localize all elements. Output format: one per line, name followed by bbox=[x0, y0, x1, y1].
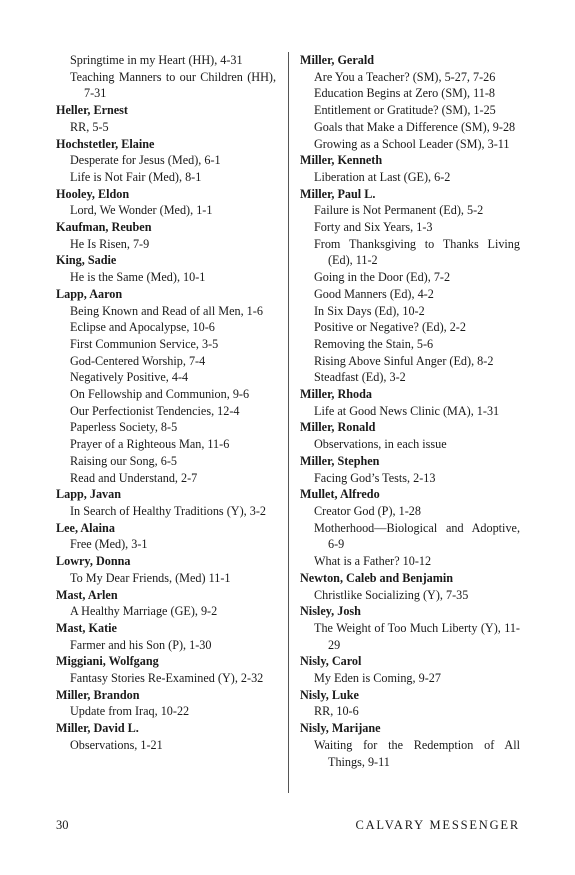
index-entry: Good Manners (Ed), 4-2 bbox=[314, 286, 434, 301]
index-author: Miller, Rhoda bbox=[300, 387, 372, 402]
index-entry: Observations, 1-21 bbox=[70, 737, 163, 752]
index-author: Miller, Ronald bbox=[300, 420, 376, 435]
index-entry: Farmer and his Son (P), 1-30 bbox=[70, 637, 212, 652]
index-entry: Paperless Society, 8-5 bbox=[70, 420, 178, 435]
index-author: Nisly, Carol bbox=[300, 654, 362, 669]
index-author: Miller, Paul L. bbox=[300, 186, 376, 201]
index-author: Lapp, Javan bbox=[56, 487, 122, 502]
index-entry: Life is Not Fair (Med), 8-1 bbox=[70, 169, 202, 184]
index-entry: My Eden is Coming, 9-27 bbox=[314, 671, 441, 686]
page-number: 30 bbox=[56, 818, 69, 832]
publication-name: CALVARY MESSENGER bbox=[355, 818, 520, 832]
index-author: Newton, Caleb and Benjamin bbox=[300, 570, 454, 585]
index-author: Miller, David L. bbox=[56, 721, 139, 736]
index-entry: Education Begins at Zero (SM), 11-8 bbox=[314, 86, 495, 101]
index-entry: Liberation at Last (GE), 6-2 bbox=[314, 169, 451, 184]
index-entry: On Fellowship and Communion, 9-6 bbox=[70, 387, 250, 402]
index-author: Lee, Alaina bbox=[56, 520, 115, 535]
index-entry: Life at Good News Clinic (MA), 1-31 bbox=[314, 403, 500, 418]
index-author: Hochstetler, Elaine bbox=[56, 136, 155, 151]
index-entry: Our Perfectionist Tendencies, 12-4 bbox=[70, 403, 240, 418]
index-entry: Desperate for Jesus (Med), 6-1 bbox=[70, 153, 221, 168]
index-entry: Facing God’s Tests, 2-13 bbox=[314, 470, 436, 485]
index-entry: Creator God (P), 1-28 bbox=[314, 503, 421, 518]
index-entry: RR, 5-5 bbox=[70, 119, 109, 134]
index-entry: Entitlement or Gratitude? (SM), 1-25 bbox=[314, 103, 496, 118]
index-entry: Observations, in each issue bbox=[314, 437, 447, 452]
index-author: Hooley, Eldon bbox=[56, 186, 130, 201]
index-entry: He Is Risen, 7-9 bbox=[70, 236, 150, 251]
index-entry: The Weight of Too Much Liberty (Y), 11-29 bbox=[314, 620, 520, 652]
index-author: Nisley, Josh bbox=[300, 604, 361, 619]
index-entry: Free (Med), 3-1 bbox=[70, 537, 148, 552]
index-entry: Update from Iraq, 10-22 bbox=[70, 704, 190, 719]
index-author: Lowry, Donna bbox=[56, 554, 131, 569]
index-author: Nisly, Marijane bbox=[300, 721, 381, 736]
index-entry: Failure is Not Permanent (Ed), 5-2 bbox=[314, 203, 484, 218]
index-author: Mullet, Alfredo bbox=[300, 487, 380, 502]
index-entry: Are You a Teacher? (SM), 5-27, 7-26 bbox=[314, 69, 496, 84]
index-author: Mast, Arlen bbox=[56, 587, 118, 602]
index-entry: Negatively Positive, 4-4 bbox=[70, 370, 189, 385]
index-entry: Rising Above Sinful Anger (Ed), 8-2 bbox=[314, 353, 494, 368]
index-entry: To My Dear Friends, (Med) 11-1 bbox=[70, 570, 231, 585]
index-entry: In Search of Healthy Traditions (Y), 3-2 bbox=[70, 503, 266, 518]
index-entry: Waiting for the Redemption of All Things, 9-11 bbox=[314, 737, 520, 769]
index-entry: First Communion Service, 3-5 bbox=[70, 336, 219, 351]
index-entry: Goals that Make a Difference (SM), 9-28 bbox=[314, 119, 516, 134]
index-author: King, Sadie bbox=[56, 253, 117, 268]
index-entry: RR, 10-6 bbox=[314, 704, 359, 719]
index-entry: What is a Father? 10-12 bbox=[314, 554, 432, 569]
index-entry: Positive or Negative? (Ed), 2-2 bbox=[314, 320, 466, 335]
index-author: Miggiani, Wolfgang bbox=[56, 654, 159, 669]
index-entry: From Thanksgiving to Thanks Living (Ed), 11-2 bbox=[314, 236, 520, 268]
index-author: Miller, Brandon bbox=[56, 687, 140, 702]
index-entry: In Six Days (Ed), 10-2 bbox=[314, 303, 425, 318]
index-entry: Eclipse and Apocalypse, 10-6 bbox=[70, 320, 215, 335]
index-entry: Prayer of a Righteous Man, 11-6 bbox=[70, 437, 230, 452]
index-entry: Springtime in my Heart (HH), 4-31 bbox=[70, 53, 243, 67]
index-column-left bbox=[56, 52, 276, 754]
index-entry: He is the Same (Med), 10-1 bbox=[70, 270, 206, 285]
index-column-right bbox=[300, 52, 520, 770]
column-divider bbox=[288, 52, 289, 793]
index-entry: Going in the Door (Ed), 7-2 bbox=[314, 270, 451, 285]
index-author: Heller, Ernest bbox=[56, 103, 128, 118]
index-author: Mast, Katie bbox=[56, 620, 117, 635]
index-author: Miller, Stephen bbox=[300, 453, 380, 468]
index-entry: Fantasy Stories Re-Examined (Y), 2-32 bbox=[70, 671, 264, 686]
index-entry: Removing the Stain, 5-6 bbox=[314, 336, 434, 351]
index-author: Nisly, Luke bbox=[300, 687, 359, 702]
index-author: Miller, Kenneth bbox=[300, 153, 383, 168]
index-entry: Steadfast (Ed), 3-2 bbox=[314, 370, 406, 385]
index-entry: Christlike Socializing (Y), 7-35 bbox=[314, 587, 469, 602]
index-entry: Read and Understand, 2-7 bbox=[70, 470, 198, 485]
index-entry: Motherhood—Biological and Adoptive, 6-9 bbox=[314, 520, 520, 552]
index-entry: Forty and Six Years, 1-3 bbox=[314, 220, 433, 235]
index-entry: A Healthy Marriage (GE), 9-2 bbox=[70, 604, 218, 619]
index-author: Miller, Gerald bbox=[300, 53, 375, 67]
index-entry: Being Known and Read of all Men, 1-6 bbox=[70, 303, 263, 318]
index-entry: Growing as a School Leader (SM), 3-11 bbox=[314, 136, 510, 151]
index-entry: Teaching Manners to our Children (HH), 7-31 bbox=[70, 69, 276, 101]
index-author: Kaufman, Reuben bbox=[56, 220, 152, 235]
index-author: Lapp, Aaron bbox=[56, 286, 123, 301]
index-entry: God-Centered Worship, 7-4 bbox=[70, 353, 206, 368]
index-entry: Raising our Song, 6-5 bbox=[70, 453, 177, 468]
index-entry: Lord, We Wonder (Med), 1-1 bbox=[70, 203, 213, 218]
